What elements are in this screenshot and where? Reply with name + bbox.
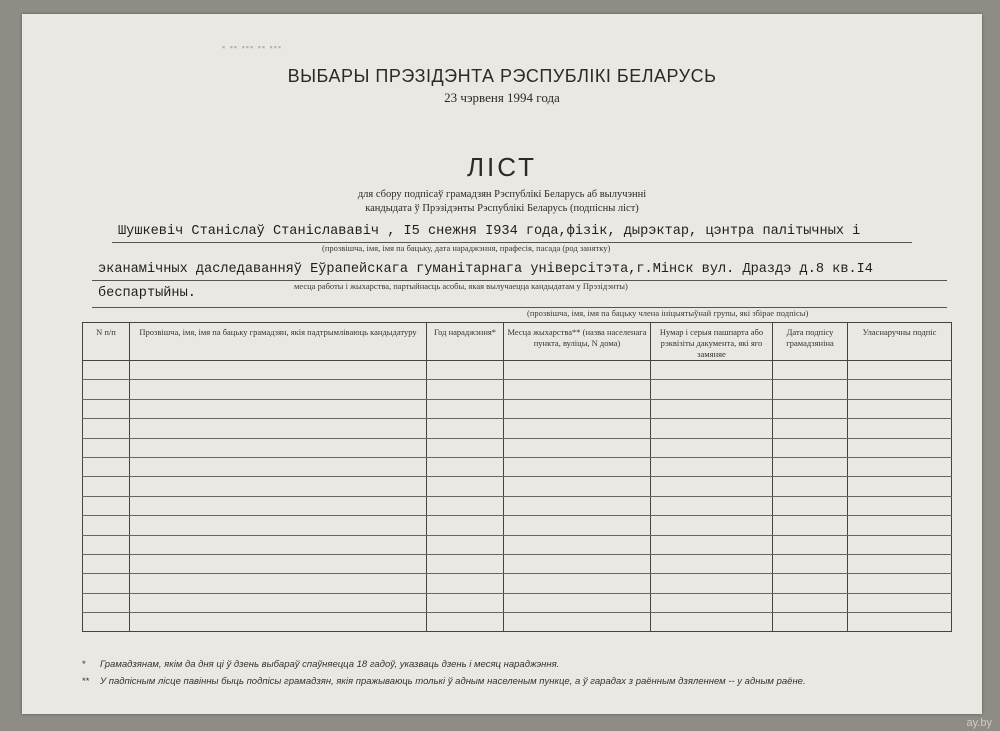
table-row: [83, 613, 952, 632]
table-cell: [848, 574, 952, 593]
table-cell: [848, 438, 952, 457]
table-cell: [427, 496, 504, 515]
footnote-2-mark: **: [82, 676, 90, 687]
col-residence: Месца жыхарства** (назва населенага пункта, вуліцы, N дома): [504, 323, 651, 361]
table-cell: [130, 419, 427, 438]
table-cell: [848, 399, 952, 418]
table-row: [83, 554, 952, 573]
table-cell: [651, 613, 773, 632]
table-cell: [130, 516, 427, 535]
candidate-caption-1: (прозвішча, імя, імя па бацьку, дата нараджэння, прафесія, пасада (род занятку): [322, 243, 611, 253]
table-cell: [504, 419, 651, 438]
table-cell: [773, 535, 848, 554]
table-cell: [773, 438, 848, 457]
table-cell: [83, 496, 130, 515]
table-cell: [427, 361, 504, 380]
table-cell: [130, 535, 427, 554]
table-cell: [83, 593, 130, 612]
table-cell: [427, 380, 504, 399]
table-cell: [773, 613, 848, 632]
election-title: ВЫБАРЫ ПРЭЗІДЭНТА РЭСПУБЛІКІ БЕЛАРУСЬ: [287, 66, 717, 86]
footnote-2: [82, 676, 806, 687]
footnote-2-text: У падпісным лісце павінны быць подпісы грамадзян, якія пражываюць толькі ў адным населеным пункце, а ў гарадах з раённым дзяленнем -- у адным раёне.: [100, 676, 806, 687]
table-cell: [651, 457, 773, 476]
table-cell: [848, 380, 952, 399]
footnote-1-text: Грамадзянам, якім да дня ці ў дзень выбараў спаўняецца 18 гадоў, указваць дзень і месяц нараджэння.: [100, 659, 560, 670]
table-cell: [427, 554, 504, 573]
table-cell: [504, 574, 651, 593]
table-row: [83, 496, 952, 515]
table-cell: [130, 380, 427, 399]
table-cell: [848, 457, 952, 476]
col-signature: Уласнаручны подпіс: [848, 323, 952, 361]
faint-header-mark: ▪ ▪▪ ▪▪▪ ▪▪ ▪▪▪: [222, 42, 283, 52]
table-cell: [130, 574, 427, 593]
table-cell: [130, 613, 427, 632]
candidate-line-1: Шушкевіч Станіслаў Станіслававіч , I5 снежня I934 года,фізік, дырэктар, цэнтра палітычных і: [118, 224, 861, 239]
subtitle-line-2: кандыдата ў Прэзідэнты Рэспублікі Беларусь (подпісны ліст): [365, 203, 639, 214]
table-header-row: [83, 323, 952, 361]
table-cell: [848, 613, 952, 632]
table-cell: [427, 419, 504, 438]
table-cell: [848, 554, 952, 573]
table-cell: [83, 574, 130, 593]
table-cell: [848, 593, 952, 612]
table-row: [83, 361, 952, 380]
candidate-rule-3: [92, 307, 947, 308]
table-cell: [130, 361, 427, 380]
table-cell: [130, 593, 427, 612]
table-cell: [83, 399, 130, 418]
table-cell: [773, 496, 848, 515]
candidate-caption-3: (прозвішча, імя, імя па бацьку члена ініцыятыўнай групы, які збірае подпісы): [527, 308, 809, 318]
table-cell: [427, 477, 504, 496]
table-row: [83, 380, 952, 399]
table-cell: [848, 535, 952, 554]
table-cell: [651, 535, 773, 554]
table-cell: [427, 613, 504, 632]
table-cell: [651, 593, 773, 612]
table-cell: [130, 496, 427, 515]
footnote-1-mark: *: [82, 659, 86, 670]
table-row: [83, 477, 952, 496]
table-cell: [504, 399, 651, 418]
signatures-table: [82, 322, 952, 632]
watermark: ay.by: [966, 717, 992, 729]
table-row: [83, 399, 952, 418]
table-cell: [427, 438, 504, 457]
col-full-name: Прозвішча, імя, імя па бацьку грамадзян, якія падтрымліваюць кандыдатуру: [130, 323, 427, 361]
table-cell: [773, 457, 848, 476]
table-cell: [651, 419, 773, 438]
table-cell: [83, 438, 130, 457]
table-cell: [848, 419, 952, 438]
table-row: [83, 574, 952, 593]
table-cell: [651, 361, 773, 380]
table-cell: [130, 554, 427, 573]
table-row: [83, 516, 952, 535]
table-cell: [427, 457, 504, 476]
table-row: [83, 438, 952, 457]
table-cell: [504, 477, 651, 496]
table-cell: [773, 516, 848, 535]
table-cell: [83, 535, 130, 554]
table-cell: [504, 516, 651, 535]
table-cell: [130, 457, 427, 476]
list-title: ЛІСТ: [466, 152, 538, 182]
table-cell: [504, 613, 651, 632]
table-cell: [773, 477, 848, 496]
col-birth-year: Год нараджэння*: [427, 323, 504, 361]
table-cell: [651, 399, 773, 418]
table-cell: [83, 613, 130, 632]
table-cell: [651, 574, 773, 593]
list-subtitle: [22, 188, 982, 216]
table-cell: [130, 477, 427, 496]
table-cell: [83, 380, 130, 399]
table-cell: [651, 477, 773, 496]
table-cell: [427, 399, 504, 418]
table-cell: [427, 535, 504, 554]
table-cell: [773, 593, 848, 612]
candidate-line-3: беспартыйны.: [98, 286, 196, 301]
footnote-1: [82, 659, 559, 670]
table-row: [83, 593, 952, 612]
table-cell: [773, 574, 848, 593]
table-cell: [848, 361, 952, 380]
col-number: N п/п: [83, 323, 130, 361]
table-cell: [83, 554, 130, 573]
table-cell: [504, 380, 651, 399]
table-cell: [848, 496, 952, 515]
table-cell: [848, 516, 952, 535]
table-cell: [83, 477, 130, 496]
signature-sheet: [22, 14, 982, 714]
table-cell: [504, 554, 651, 573]
table-cell: [83, 419, 130, 438]
col-sign-date: Дата подпісу грамадзяніна: [773, 323, 848, 361]
table-cell: [773, 399, 848, 418]
table-cell: [83, 516, 130, 535]
col-passport: Нумар і серыя пашпарта або рэквізіты дакумента, які яго замяняе: [651, 323, 773, 361]
table-cell: [427, 574, 504, 593]
table-cell: [848, 477, 952, 496]
table-cell: [504, 535, 651, 554]
table-cell: [504, 593, 651, 612]
table-cell: [83, 457, 130, 476]
table-cell: [83, 361, 130, 380]
table-row: [83, 419, 952, 438]
table-cell: [130, 399, 427, 418]
table-cell: [651, 554, 773, 573]
table-cell: [504, 361, 651, 380]
table-cell: [651, 438, 773, 457]
table-cell: [504, 438, 651, 457]
table-cell: [773, 380, 848, 399]
candidate-line-2: эканамічных даследаванняў Еўрапейскага гуманітарнага універсітэта,г.Мінск вул. Драздэ д.8 кв.I4: [98, 262, 873, 277]
table-cell: [773, 554, 848, 573]
table-cell: [651, 380, 773, 399]
table-cell: [651, 496, 773, 515]
table-cell: [773, 361, 848, 380]
table-cell: [504, 457, 651, 476]
table-cell: [773, 419, 848, 438]
candidate-caption-2: месца работы і жыхарства, партыйнасць асобы, якая вылучаецца кандыдатам у Прэзідэнты): [294, 281, 628, 291]
table-cell: [504, 496, 651, 515]
table-cell: [427, 516, 504, 535]
table-row: [83, 457, 952, 476]
table-row: [83, 535, 952, 554]
table-cell: [130, 438, 427, 457]
table-cell: [427, 593, 504, 612]
election-date: 23 чэрвеня 1994 года: [444, 90, 560, 105]
subtitle-line-1: для сбору подпісаў грамадзян Рэспублікі Беларусь аб вылучэнні: [357, 189, 647, 200]
table-cell: [651, 516, 773, 535]
